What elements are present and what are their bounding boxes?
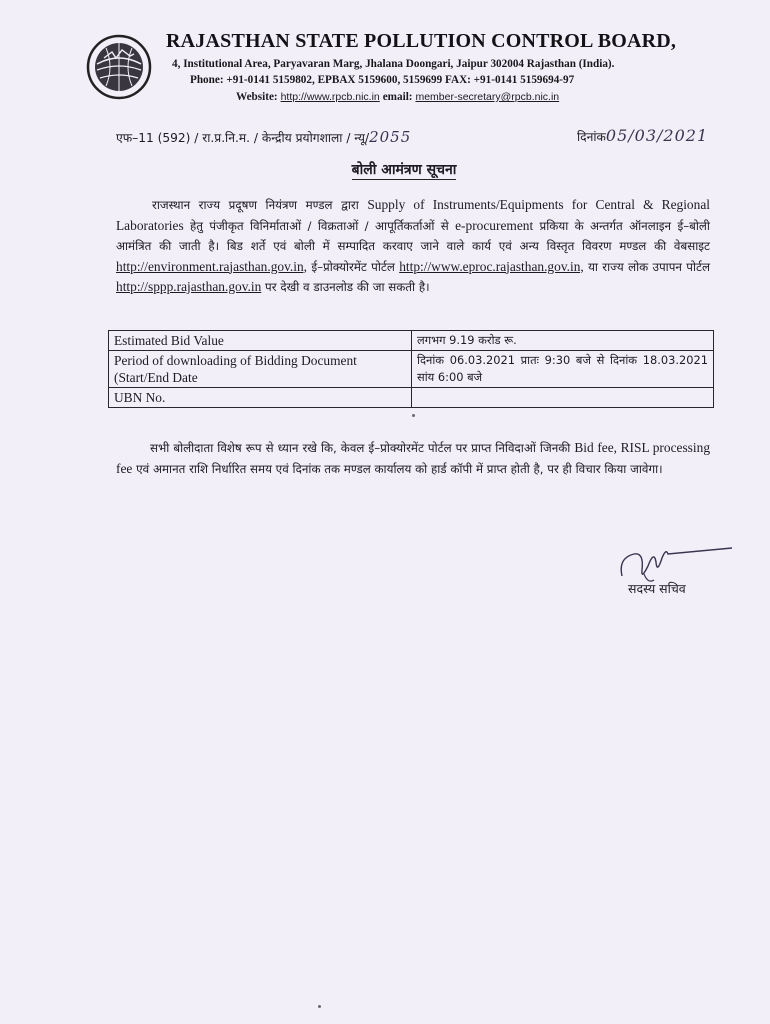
notice-paragraph-1 [116,195,710,298]
bid-details-table [108,330,714,408]
notice-title [0,160,770,179]
organization-address: 4, Institutional Area, Paryavaran Marg, Jhalana Doongari, Jaipur 302004 Rajasthan (India). [172,58,615,70]
reference-number [116,128,411,146]
p1-eprocurement-text: e-procurement [455,217,534,233]
handwritten-dispatch-no: 2055 [369,128,412,146]
p1-text-6: पर देखी व डाउनलोड की जा सकती है। [261,280,430,294]
p2-text-1: सभी बोलीदाता विशेष रूप से ध्यान रखे कि, केवल ई–प्रोक्योरमेंट पोर्टल पर प्राप्त निविदाओं जिनकी [150,441,575,455]
organization-phone: Phone: +91-0141 5159802, EPBAX 5159600, 5159699 FAX: +91-0141 5159694-97 [190,74,575,86]
reference-text: एफ–11 (592) / रा.प्र.नि.म. / केन्द्रीय प्रयोगशाला / न्यू/ [116,131,370,145]
p1-supply-text: Supply of Instruments/Equipments for Central & Regional Laboratories [116,197,710,233]
download-period-label: Period of downloading of Bidding Document (Start/End Date [109,351,412,388]
p2-text-2: एवं अमानत राशि निर्धारित समय एवं दिनांक तक मण्डल कार्यालय को हार्ड कॉपी में प्राप्त होती है, पर ही विचार किया जावेगा। [132,461,663,476]
email-label: email: [382,91,413,103]
bid-value-label: Estimated Bid Value [109,331,412,351]
download-period-value: दिनांक 06.03.2021 प्रातः 9:30 बजे से दिनांक 18.03.2021 सांय 6:00 बजे [412,351,714,388]
p2-fee-text: Bid fee, RISL processing fee [116,440,711,476]
p1-text-4: ई–प्रोक्योरमेंट पोर्टल [307,259,400,274]
handwritten-date: 05/03/2021 [605,126,709,145]
table-row [109,388,714,408]
environment-portal-link[interactable]: http://environment.rajasthan.gov.in, [116,258,308,274]
website-label: Website: [236,91,278,103]
date-label: दिनांक [577,130,606,144]
rspcb-emblem-icon [86,34,152,100]
paper-speck [412,414,415,417]
ubn-value [412,388,714,408]
p1-text-3: प्रकिया के अन्तर्गत ऑनलाइन ई–बोली आमंत्रित की जाती है। बिड शर्ते एवं बोली में सम्पादित करवाए जाने वाले कार्य एवं अन्य विस्तृत विवरण मण्डल की वेबसाइट [116,218,710,253]
table-row [109,351,714,388]
table-row [109,331,714,351]
notice-title-text: बोली आमंत्रण सूचना [351,162,457,178]
notice-paragraph-2 [116,438,710,479]
email-link[interactable]: member-secretary@rpcb.nic.in [415,91,560,103]
organization-title: RAJASTHAN STATE POLLUTION CONTROL BOARD, [166,30,677,52]
p1-text-2: हेतु पंजीकृत विनिर्माताओं / विक्रताओं / आपूर्तिकर्ताओं से [183,218,456,233]
paper-speck [318,1005,321,1008]
contact-line [236,91,559,103]
signatory-designation: सदस्य सचिव [628,581,686,596]
website-link[interactable]: http://www.rpcb.nic.in [280,91,380,103]
ubn-label: UBN No. [109,388,412,408]
p1-text-5: या राज्य लोक उपापन पोर्टल [583,259,710,274]
p1-text-1: राजस्थान राज्य प्रदूषण नियंत्रण मण्डल द्वारा [152,198,368,212]
sppp-portal-link[interactable]: http://sppp.rajasthan.gov.in [116,279,262,294]
bid-value: लगभग 9.19 करोड रू. [412,331,714,351]
eproc-portal-link[interactable]: http://www.eproc.rajasthan.gov.in, [399,258,584,274]
letter-date [577,126,708,145]
